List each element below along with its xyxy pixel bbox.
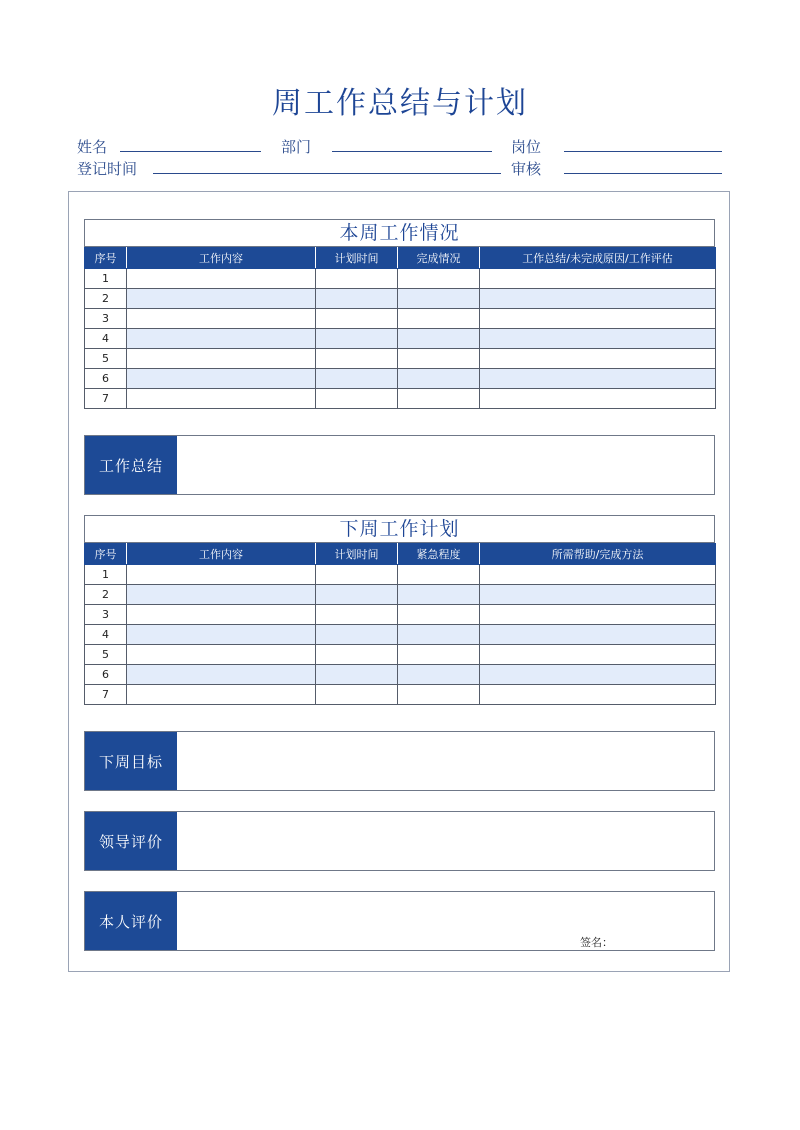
row-number: 7	[85, 389, 127, 409]
col-status: 完成情况	[398, 248, 480, 269]
plan-time-cell[interactable]	[316, 565, 398, 585]
plan-time-cell[interactable]	[316, 585, 398, 605]
content-cell[interactable]	[127, 349, 316, 369]
date-label: 登记时间	[77, 160, 138, 178]
plan-time-cell[interactable]	[316, 685, 398, 705]
content-cell[interactable]	[127, 585, 316, 605]
table-row	[85, 289, 716, 309]
name-field[interactable]	[120, 151, 261, 152]
content-cell[interactable]	[127, 329, 316, 349]
next-week-goal-box	[84, 731, 715, 791]
col-plan-time: 计划时间	[316, 544, 398, 565]
name-label: 姓名	[77, 138, 108, 156]
plan-time-cell[interactable]	[316, 329, 398, 349]
leader-review-label: 领导评价	[85, 812, 177, 870]
plan-time-cell[interactable]	[316, 269, 398, 289]
urgency-cell[interactable]	[398, 685, 480, 705]
table-row	[85, 605, 716, 625]
urgency-cell[interactable]	[398, 645, 480, 665]
table-row	[85, 585, 716, 605]
help-method-cell[interactable]	[480, 685, 716, 705]
this-week-title: 本周工作情况	[84, 219, 715, 247]
table-row	[85, 389, 716, 409]
col-urgency: 紧急程度	[398, 544, 480, 565]
content-cell[interactable]	[127, 565, 316, 585]
page-title: 周工作总结与计划	[272, 86, 528, 121]
next-week-goal-label: 下周目标	[85, 732, 177, 790]
row-number: 5	[85, 349, 127, 369]
summary-cell[interactable]	[480, 349, 716, 369]
status-cell[interactable]	[398, 349, 480, 369]
help-method-cell[interactable]	[480, 625, 716, 645]
dept-field[interactable]	[332, 151, 492, 152]
summary-cell[interactable]	[480, 269, 716, 289]
help-method-cell[interactable]	[480, 645, 716, 665]
row-number: 2	[85, 585, 127, 605]
col-help-method: 所需帮助/完成方法	[480, 544, 716, 565]
col-content: 工作内容	[127, 544, 316, 565]
summary-cell[interactable]	[480, 309, 716, 329]
status-cell[interactable]	[398, 369, 480, 389]
next-week-title: 下周工作计划	[84, 515, 715, 543]
self-review-box	[84, 891, 715, 951]
table-row	[85, 369, 716, 389]
table-row	[85, 645, 716, 665]
work-summary-label: 工作总结	[85, 436, 177, 494]
table-row	[85, 269, 716, 289]
next-week-header-row	[85, 544, 716, 565]
plan-time-cell[interactable]	[316, 289, 398, 309]
status-cell[interactable]	[398, 309, 480, 329]
position-field[interactable]	[564, 151, 722, 152]
plan-time-cell[interactable]	[316, 389, 398, 409]
position-label: 岗位	[511, 138, 542, 156]
help-method-cell[interactable]	[480, 585, 716, 605]
date-field[interactable]	[153, 173, 501, 174]
table-row	[85, 329, 716, 349]
summary-cell[interactable]	[480, 329, 716, 349]
table-row	[85, 349, 716, 369]
content-cell[interactable]	[127, 289, 316, 309]
review-field[interactable]	[564, 173, 722, 174]
table-row	[85, 625, 716, 645]
help-method-cell[interactable]	[480, 565, 716, 585]
row-number: 6	[85, 665, 127, 685]
summary-cell[interactable]	[480, 389, 716, 409]
info-row-2	[0, 158, 800, 178]
col-summary: 工作总结/未完成原因/工作评估	[480, 248, 716, 269]
urgency-cell[interactable]	[398, 585, 480, 605]
status-cell[interactable]	[398, 269, 480, 289]
row-number: 2	[85, 289, 127, 309]
status-cell[interactable]	[398, 289, 480, 309]
content-cell[interactable]	[127, 309, 316, 329]
content-cell[interactable]	[127, 369, 316, 389]
plan-time-cell[interactable]	[316, 309, 398, 329]
plan-time-cell[interactable]	[316, 665, 398, 685]
plan-time-cell[interactable]	[316, 605, 398, 625]
col-content: 工作内容	[127, 248, 316, 269]
row-number: 6	[85, 369, 127, 389]
info-row-1	[0, 136, 800, 156]
row-number: 1	[85, 269, 127, 289]
help-method-cell[interactable]	[480, 605, 716, 625]
work-summary-box	[84, 435, 715, 495]
plan-time-cell[interactable]	[316, 349, 398, 369]
row-number: 1	[85, 565, 127, 585]
summary-cell[interactable]	[480, 289, 716, 309]
table-row	[85, 665, 716, 685]
plan-time-cell[interactable]	[316, 645, 398, 665]
dept-label: 部门	[281, 138, 312, 156]
next-week-table	[84, 543, 716, 705]
urgency-cell[interactable]	[398, 565, 480, 585]
content-cell[interactable]	[127, 625, 316, 645]
content-cell[interactable]	[127, 269, 316, 289]
signature-label: 签名：	[580, 936, 613, 949]
plan-time-cell[interactable]	[316, 625, 398, 645]
row-number: 5	[85, 645, 127, 665]
table-row	[85, 309, 716, 329]
urgency-cell[interactable]	[398, 605, 480, 625]
summary-cell[interactable]	[480, 369, 716, 389]
this-week-table	[84, 247, 716, 409]
status-cell[interactable]	[398, 329, 480, 349]
table-row	[85, 685, 716, 705]
col-seq: 序号	[85, 544, 127, 565]
table-row	[85, 565, 716, 585]
content-cell[interactable]	[127, 645, 316, 665]
content-cell[interactable]	[127, 685, 316, 705]
row-number: 7	[85, 685, 127, 705]
content-cell[interactable]	[127, 665, 316, 685]
urgency-cell[interactable]	[398, 625, 480, 645]
review-label: 审核	[511, 160, 542, 178]
leader-review-box	[84, 811, 715, 871]
help-method-cell[interactable]	[480, 665, 716, 685]
row-number: 3	[85, 309, 127, 329]
col-seq: 序号	[85, 248, 127, 269]
row-number: 4	[85, 625, 127, 645]
status-cell[interactable]	[398, 389, 480, 409]
content-cell[interactable]	[127, 389, 316, 409]
row-number: 3	[85, 605, 127, 625]
this-week-header-row	[85, 248, 716, 269]
content-cell[interactable]	[127, 605, 316, 625]
plan-time-cell[interactable]	[316, 369, 398, 389]
self-review-label: 本人评价	[85, 892, 177, 950]
col-plan-time: 计划时间	[316, 248, 398, 269]
row-number: 4	[85, 329, 127, 349]
urgency-cell[interactable]	[398, 665, 480, 685]
